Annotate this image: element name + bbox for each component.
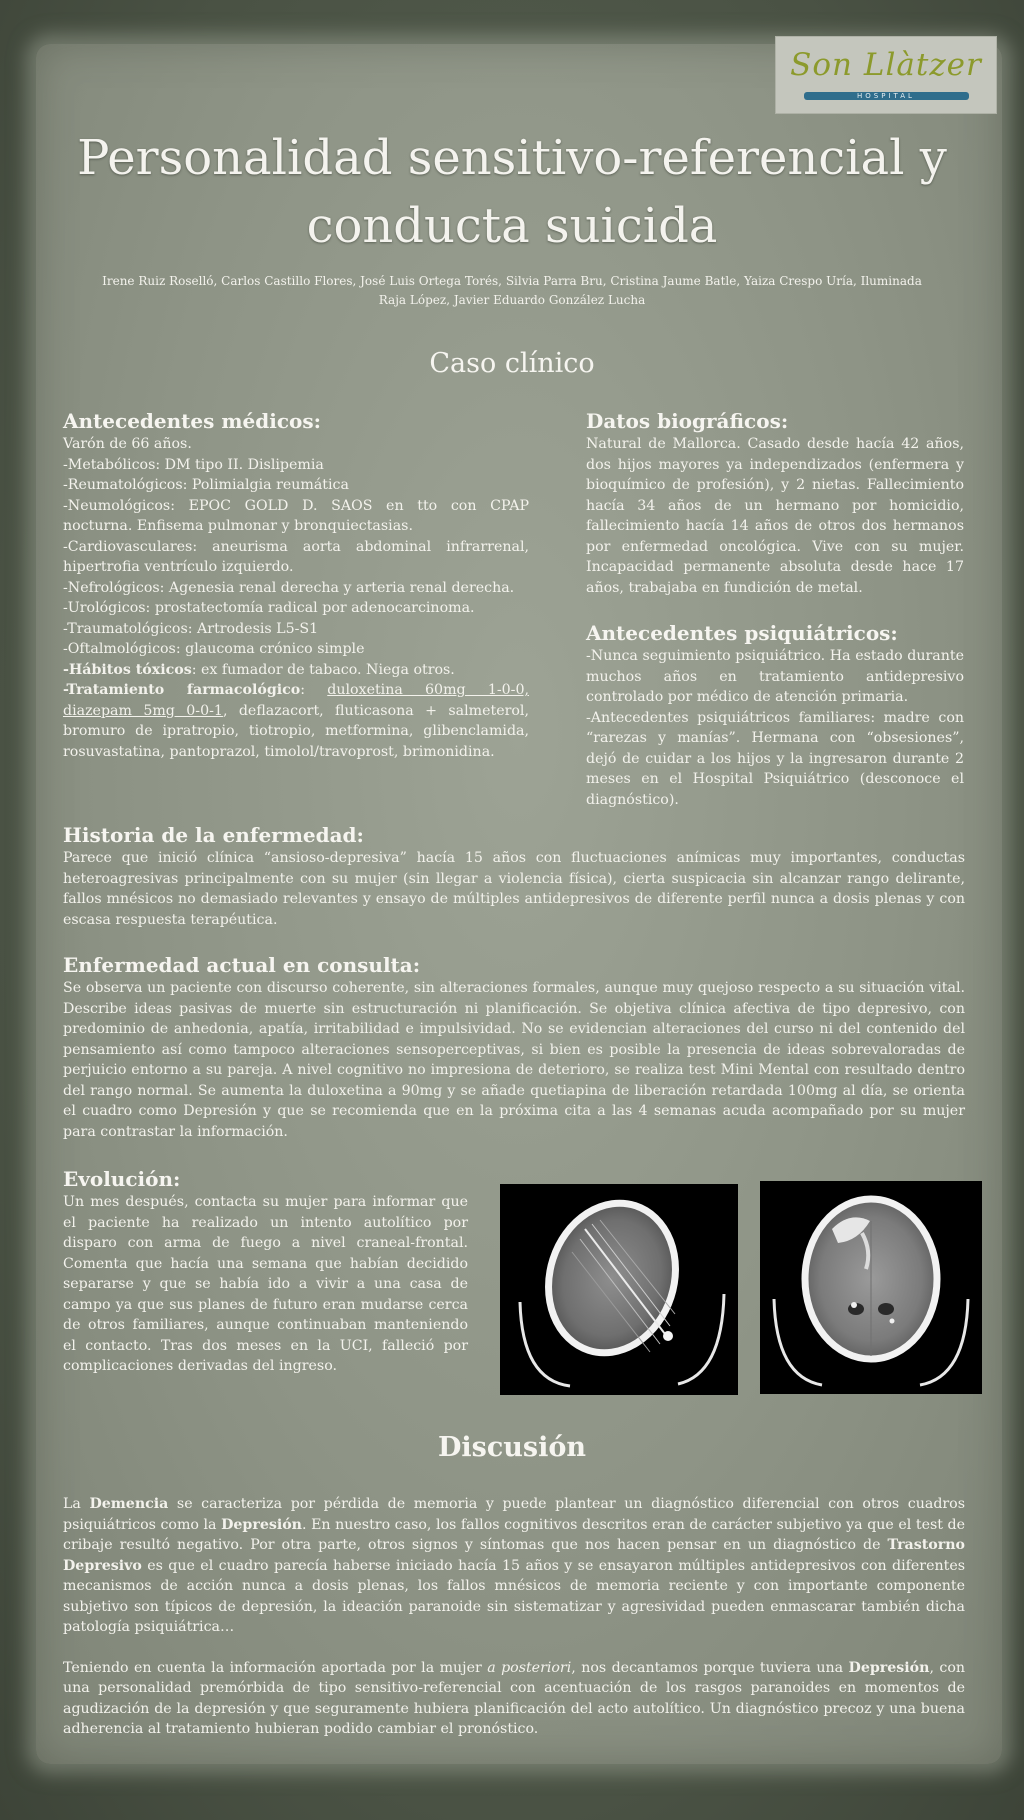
p2-part-c: , con una personalidad premórbida de tipo sensitivo-referencial con acentuación de los rasgos paranoides en momentos de agudización de la depresión y que seguramente hubiera planificación del acto autolítico. Un diagnóstico precoz y una buena adherencia al tratamiento hubieran podido cambiar el pronóstico. <box>63 1659 965 1737</box>
p1-text-run: . En nuestro caso, los fallos cognitivos descritos eran de carácter subjetivo ya que el test de cribaje resultó negativo. Por otra parte, otros signos y síntomas que nos hacen pensar en un diagnóstico de <box>63 1516 965 1553</box>
habitos-toxicos: -Hábitos tóxicos: ex fumador de tabaco. Niega otros. <box>63 661 455 678</box>
ap-line: -Nunca seguimiento psiquiátrico. Ha estado durante muchos años en tratamiento antidepresivo controlado por médico de atención primaria. <box>586 648 964 705</box>
evolucion <box>63 1166 468 1377</box>
p1-text-run: se caracteriza por pérdida de memoria y puede plantear un diagnóstico diferencial con otros cuadros psiquiátricos como la <box>63 1496 966 1533</box>
ct-scan-image-1 <box>500 1184 738 1395</box>
p2-bold: Depresión <box>848 1659 930 1676</box>
p1-bold-run: Trastorno Depresivo <box>63 1537 965 1574</box>
logo-sub: HOSPITAL <box>857 92 915 100</box>
am-line: -Metabólicos: DM tipo II. Dislipemia <box>63 456 324 473</box>
am-line: -Reumatológicos: Polimialgia reumática <box>63 477 349 493</box>
evolucion-text: Un mes después, contacta su mujer para informar que el paciente ha realizado un intento autolítico por disparo con arma de fuego a nivel craneal-frontal. Comenta que hacía una semana que habían decidido separarse y que se había ido a vivir a una casa de campo ya que sus planes de futuro eran mudarse cerca de otros familiares, aunque continuaban manteniendo el contacto. Tras dos meses en la UCI, falleció por complicaciones derivadas del ingreso. <box>63 1194 468 1374</box>
poster-title: Personalidad sensitivo-referencial y conducta suicida <box>77 130 947 254</box>
am-line: -Traumatológicos: Artrodesis L5-S1 <box>63 620 319 637</box>
discusion-heading: Discusión <box>437 1432 587 1463</box>
historia-enfermedad <box>63 822 965 930</box>
p1-text-run: La <box>63 1496 90 1512</box>
am-line: -Oftalmológicos: glaucoma crónico simple <box>63 641 365 657</box>
evolucion-heading: Evolución: <box>63 1167 181 1191</box>
antecedentes-psiquiatricos <box>586 620 964 810</box>
historia-text: Parece que inició clínica “ansioso-depresiva” hacía 15 años con fluctuaciones anímicas muy importantes, conductas heteroagresivas principalmente con su mujer (sin llegar a violencia física), cierta suspicacia sin alcanzar rango delirante, fallos mnésicos no demasiado relevantes y ensayo de múltiples antidepresivos de diferente perfil nunca a dosis plenas y con escasa respuesta terapéutica. <box>63 850 965 928</box>
am-line: -Urológicos: prostatectomía radical por adenocarcinoma. <box>63 600 475 616</box>
discusion-text <box>63 1494 965 1760</box>
tratamiento-label: Tratamiento farmacológico <box>66 682 301 698</box>
p2-italic: a posteriori <box>487 1659 572 1676</box>
tratamiento-rest: , deflazacort, fluticasona + salmeterol, bromuro de ipratropio, tiotropio, metformina, glibenclamida, rosuvastatina, pantoprazol, timolol/travoprost, brimonidina. <box>63 702 529 760</box>
authors: Irene Ruiz Roselló, Carlos Castillo Flores, José Luis Ortega Torés, Silvia Parra Bru, Cristina Jaume Batle, Yaiza Crespo Uría, Iluminada Raja López, Javier Eduardo González Lucha <box>102 274 922 307</box>
am-line: -Nefrológicos: Agenesia renal derecha y arteria renal derecha. <box>63 579 515 596</box>
historia-heading: Historia de la enfermedad: <box>63 823 364 847</box>
enfermedad-actual-heading: Enfermedad actual en consulta: <box>63 953 421 977</box>
tratamiento-colon: : <box>300 682 328 698</box>
logo-name: Son Llàtzer <box>790 47 982 83</box>
p1-bold-run: Demencia <box>89 1496 169 1512</box>
enfermedad-actual-text: Se observa un paciente con discurso coherente, sin alteraciones formales, aunque muy quejoso respecto a su situación vital. Describe ideas pasivas de muerte sin estructuración ni planificación. Se objetiva clínica afectiva de tipo depresivo, con predominio de anhedonia, apatía, irritabilidad e impulsividad. No se evidencian alteraciones del curso ni del contenido del pensamiento así como tampoco alteraciones sensoperceptivas, si bien es posible la presencia de ideas sobrevaloradas de perjuicio entorno a su pareja. A nivel cognitivo no impresiona de deterioro, se realiza test Mini Mental con resultado dentro del rango normal. Se aumenta la duloxetina a 90mg y se añade quetiapina de liberación retardada 100mg al día, se orienta el cuadro como Depresión y que se recomienda que en la próxima cita a las 4 semanas acuda acompañado por su mujer para contrastar la información. <box>63 980 965 1140</box>
datos-biograficos-text: Natural de Mallorca. Casado desde hacía 42 años, dos hijos mayores ya independizados (enfermera y bioquímico de profesión), y 2 nietas. Fallecimiento hacía 34 años de un hermano por homicidio, fallecimiento hacía 14 años de otros dos hermanos por enfermedad oncológica. Vive con su mujer. Incapacidad permanente absoluta desde hace 17 años, trabajaba en fundición de metal. <box>586 436 964 596</box>
antecedentes-medicos-heading: Antecedentes médicos: <box>63 409 321 433</box>
hospital-logo <box>775 36 997 114</box>
p1-bold-run: Depresión <box>221 1516 302 1533</box>
datos-biograficos-heading: Datos biográficos: <box>586 409 789 433</box>
tratamiento-underlined: duloxetina 60mg 1-0-0, diazepam 5mg 0-0-1 <box>63 682 530 719</box>
p1-text-run: es que el cuadro parecía haberse iniciado hacía 15 años y se ensayaron múltiples antidepresivos con diferentes mecanismos de acción nunca a dosis plenas, los fallos mnésicos de memoria reciente y con importante componente subjetivo son típicos de depresión, la ideación paranoide sin sistematizar y agresividad pueden enmascarar también dicha patología psiquiátrica… <box>63 1557 965 1635</box>
antecedentes-medicos <box>63 408 529 762</box>
tratamiento-farmacologico: -Tratamiento farmacológico: duloxetina 60mg 1-0-0, diazepam 5mg 0-0-1, deflazacort, fluticasona + salmeterol, bromuro de ipratropio, tiotropio, metformina, glibenclamida, rosuvastatina, pantoprazol, timolol/travoprost, brimonidina. <box>63 682 530 760</box>
caso-clinico-heading: Caso clínico <box>429 348 595 379</box>
p2-part-b: , nos decantamos porque tuviera una <box>571 1659 849 1676</box>
am-line: -Cardiovasculares: aneurisma aorta abdominal infrarrenal, hipertrofia ventrículo izquierdo. <box>63 538 529 575</box>
am-line: -Neumológicos: EPOC GOLD D. SAOS en tto con CPAP nocturna. Enfisema pulmonar y bronquiectasias. <box>63 497 529 534</box>
ap-line: -Antecedentes psiquiátricos familiares: madre con “rarezas y manías”. Hermana con “obsesiones”, dejó de cuidar a los hijos y la ingresaron durante 2 meses en el Hospital Psiquiátrico (desconoce el diagnóstico). <box>586 709 964 808</box>
enfermedad-actual <box>63 952 965 1142</box>
antecedentes-psiquiatricos-heading: Antecedentes psiquiátricos: <box>586 621 898 645</box>
am-line: Varón de 66 años. <box>63 436 192 452</box>
p2-part-a: Teniendo en cuenta la información aportada por la mujer <box>63 1659 488 1676</box>
datos-biograficos <box>586 408 964 598</box>
habitos-label: Hábitos tóxicos <box>68 661 192 678</box>
ct-scan-image-2 <box>760 1181 982 1394</box>
discusion-paragraph-2 <box>63 1658 965 1740</box>
discusion-paragraph-1 <box>63 1494 965 1638</box>
habitos-text: : ex fumador de tabaco. Niega otros. <box>191 661 455 678</box>
